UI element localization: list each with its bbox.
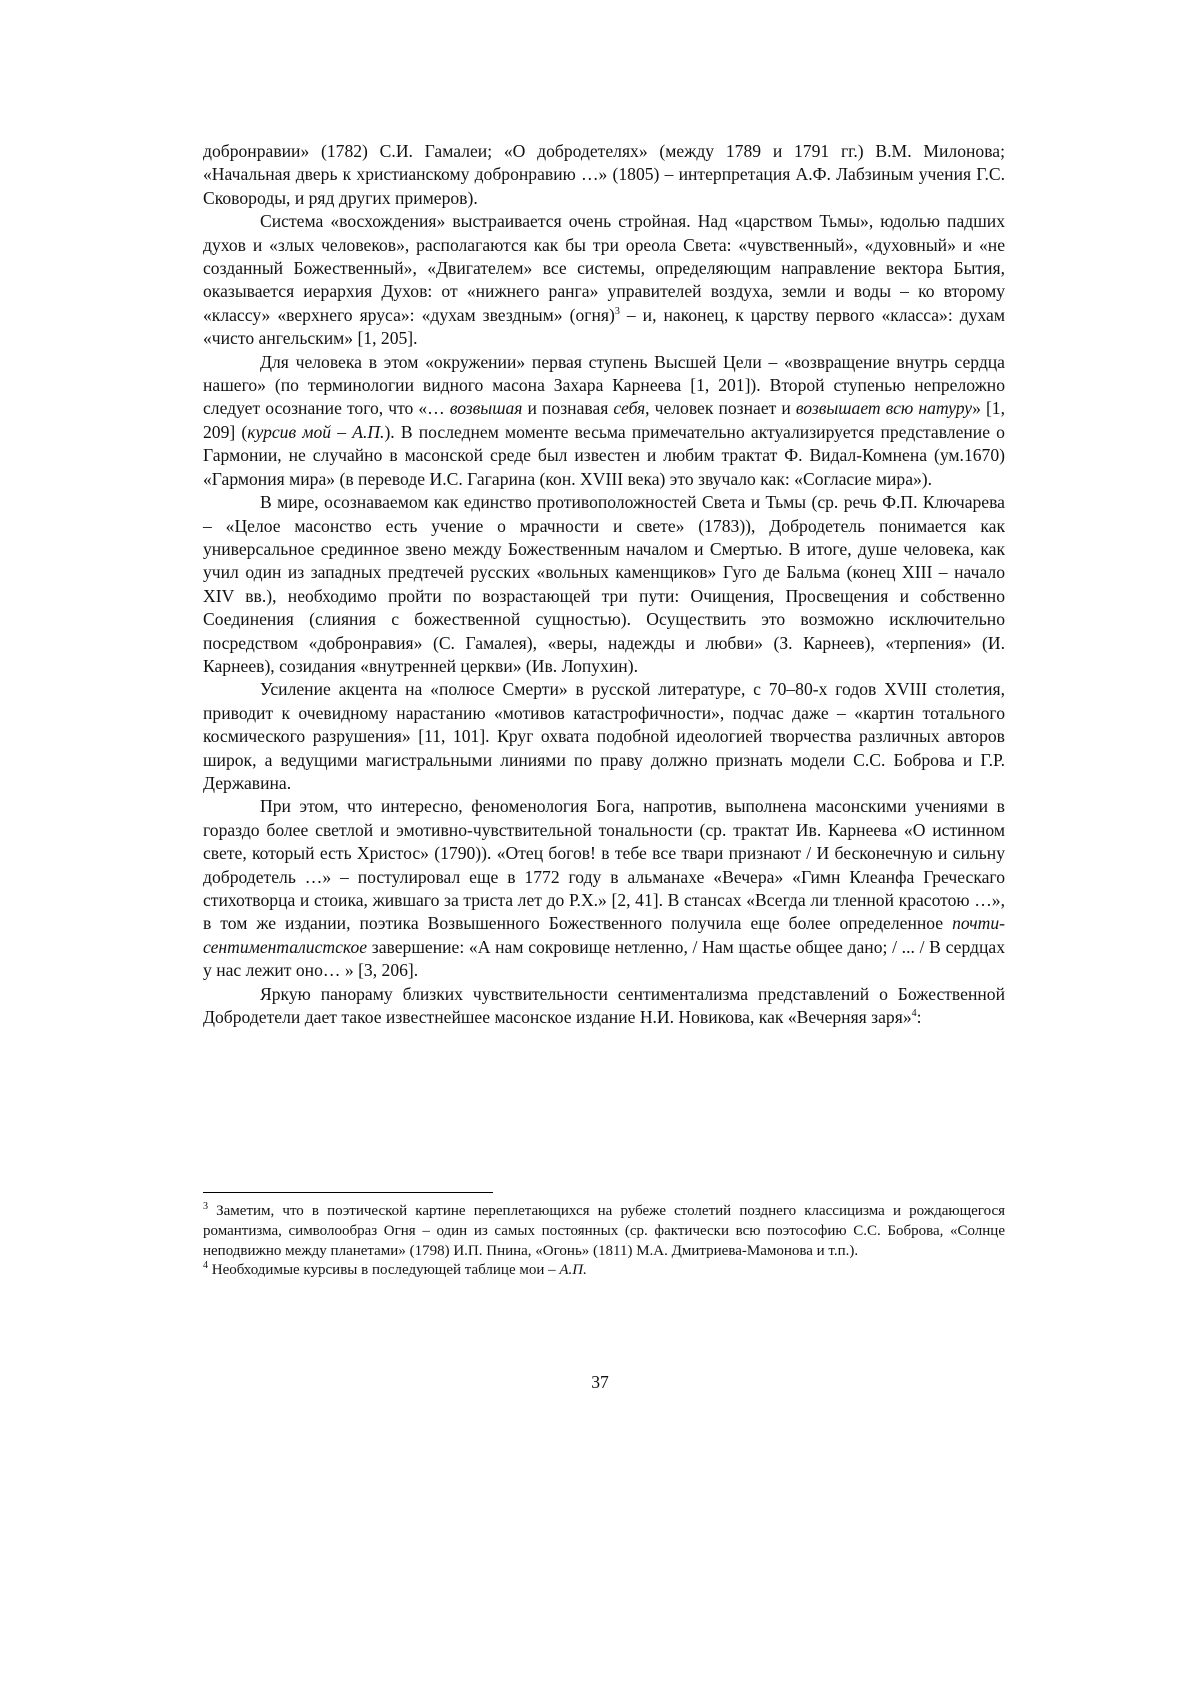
- text-span: :: [917, 1007, 922, 1027]
- text-span: Система «восхождения» выстраивается очень стройная. Над «царством Тьмы», юдолью падших духов и «злых человеков», располагаются как бы три ореола Света: «чувственный», «духовный» и «не созданный Божественный», «Двигателем» все системы, определяющим направление вектора Бытия, оказывается иерархия Духов: от «нижнего ранга» управителей воздуха, земли и воды – ко второму «классу» «верхнего яруса»: «духам звездным» (огня): [203, 211, 1005, 325]
- text-span: – и, наконец, к царству первого «класса»: духам «чисто ангельским» [1, 205].: [203, 305, 1005, 348]
- paragraph-2: [203, 210, 1005, 350]
- text-span: ). В последнем моменте весьма примечательно актуализируется представление о Гармонии, не случайно в масонской среде был известен и любим трактат Ф. Видал-Комнена (ум.1670) «Гармония мира» (в переводе И.С. Гагарина (кон. XVIII века) это звучало как: «Согласие мира»).: [203, 422, 1005, 489]
- text-span: и познавая: [522, 398, 613, 418]
- text-span: Яркую панораму близких чувствительности сентиментализма представлений о Божественной Добродетели дает такое известнейшее масонское издание Н.И. Новикова, как «Вечерняя заря»: [203, 984, 1005, 1027]
- page-number: 37: [0, 1372, 1200, 1393]
- text-span: завершение: «А нам сокровище нетленно, / Нам щастье общее дано; / ... / В сердцах у нас лежит оно… » [3, 206].: [203, 937, 1005, 980]
- text-span: При этом, что интересно, феноменология Бога, напротив, выполнена масонскими учениями в гораздо более светлой и эмотивно-чувствительной тональности (ср. трактат Ив. Карнеева «О истинном свете, который есть Христос» (1790)). «Отец богов! в тебе все твари признают / И бесконечную и сильну добродетель …» – постулировал еще в 1772 году в альманахе «Вечера» «Гимн Клеанфа Греческаго стихотворца и стоика, жившаго за триста лет до Р.Х.» [2, 41]. В стансах «Всегда ли тленной красотою …», в том же издании, поэтика Возвышенного Божественного получила еще более определенное: [203, 796, 1005, 933]
- paragraph-7: [203, 983, 1005, 1030]
- text-span: , человек познает и: [645, 398, 796, 418]
- text-span: Для человека в этом «окружении» первая ступень Высшей Цели – «возвращение внутрь сердца нашего» (по терминологии видного масона Захара Карнеева [1, 201]). Второй ступенью непреложно следует осознание того, что «…: [203, 352, 1005, 419]
- italic-span: возвышая: [450, 398, 523, 418]
- italic-span: почти-сентименталистское: [203, 913, 1005, 956]
- italic-span: курсив мой – А.П.: [247, 422, 384, 442]
- footnote-text: Заметим, что в поэтической картине переплетающихся на рубеже столетий позднего классицизма и рождающегося романтизма, символообраз Огня – один из самых постоянных (ср. фактически всю поэтософию С.С. Боброва, «Солнце неподвижно между планетами» (1798) И.П. Пнина, «Огонь» (1811) М.А. Дмитриева-Мамонова и т.п.).: [203, 1203, 1005, 1259]
- footnotes: [203, 1202, 1005, 1281]
- footnote-ref-3[interactable]: 3: [615, 306, 620, 317]
- italic-span: возвышает всю натуру: [796, 398, 972, 418]
- paragraph-6: [203, 795, 1005, 982]
- italic-span: А.П.: [559, 1262, 587, 1278]
- footnote-ref-4[interactable]: 4: [912, 1008, 917, 1019]
- footnote-4: [203, 1261, 1005, 1281]
- paragraph-1: добронравии» (1782) С.И. Гамалеи; «О добродетелях» (между 1789 и 1791 гг.) В.М. Милонова; «Начальная дверь к христианскому добронравию …» (1805) – интерпретация А.Ф. Лабзиным учения Г.С. Сковороды, и ряд других примеров).: [203, 140, 1005, 210]
- footnote-number: 4: [203, 1260, 208, 1271]
- italic-span: себя: [613, 398, 645, 418]
- footnote-separator: [203, 1192, 493, 1193]
- main-text: [203, 140, 1005, 1029]
- footnote-3: [203, 1202, 1005, 1261]
- footnote-text: Необходимые курсивы в последующей таблице мои –: [208, 1262, 559, 1278]
- text-span: » [1, 209] (: [203, 398, 1005, 441]
- footnote-number: 3: [203, 1201, 208, 1212]
- paragraph-3: [203, 351, 1005, 491]
- paragraph-5: Усиление акцента на «полюсе Смерти» в русской литературе, с 70–80-х годов XVIII столетия, приводит к очевидному нарастанию «мотивов катастрофичности», подчас даже – «картин тотального космического разрушения» [11, 101]. Круг охвата подобной идеологией творчества различных авторов широк, а ведущими магистральными линиями по праву должно признать модели С.С. Боброва и Г.Р. Державина.: [203, 678, 1005, 795]
- paragraph-4: В мире, осознаваемом как единство противоположностей Света и Тьмы (ср. речь Ф.П. Ключарева – «Целое масонство есть учение о мрачности и свете» (1783)), Добродетель понимается как универсальное срединное звено между Божественным началом и Смертью. В итоге, душе человека, как учил один из западных предтечей русских «вольных каменщиков» Гуго де Бальма (конец XIII – начало XIV вв.), необходимо пройти по возрастающей три пути: Очищения, Просвещения и собственно Соединения (слияния с божественной сущностью). Осуществить это возможно исключительно посредством «добронравия» (С. Гамалея), «веры, надежды и любви» (З. Карнеев), «терпения» (И. Карнеев), созидания «внутренней церкви» (Ив. Лопухин).: [203, 491, 1005, 678]
